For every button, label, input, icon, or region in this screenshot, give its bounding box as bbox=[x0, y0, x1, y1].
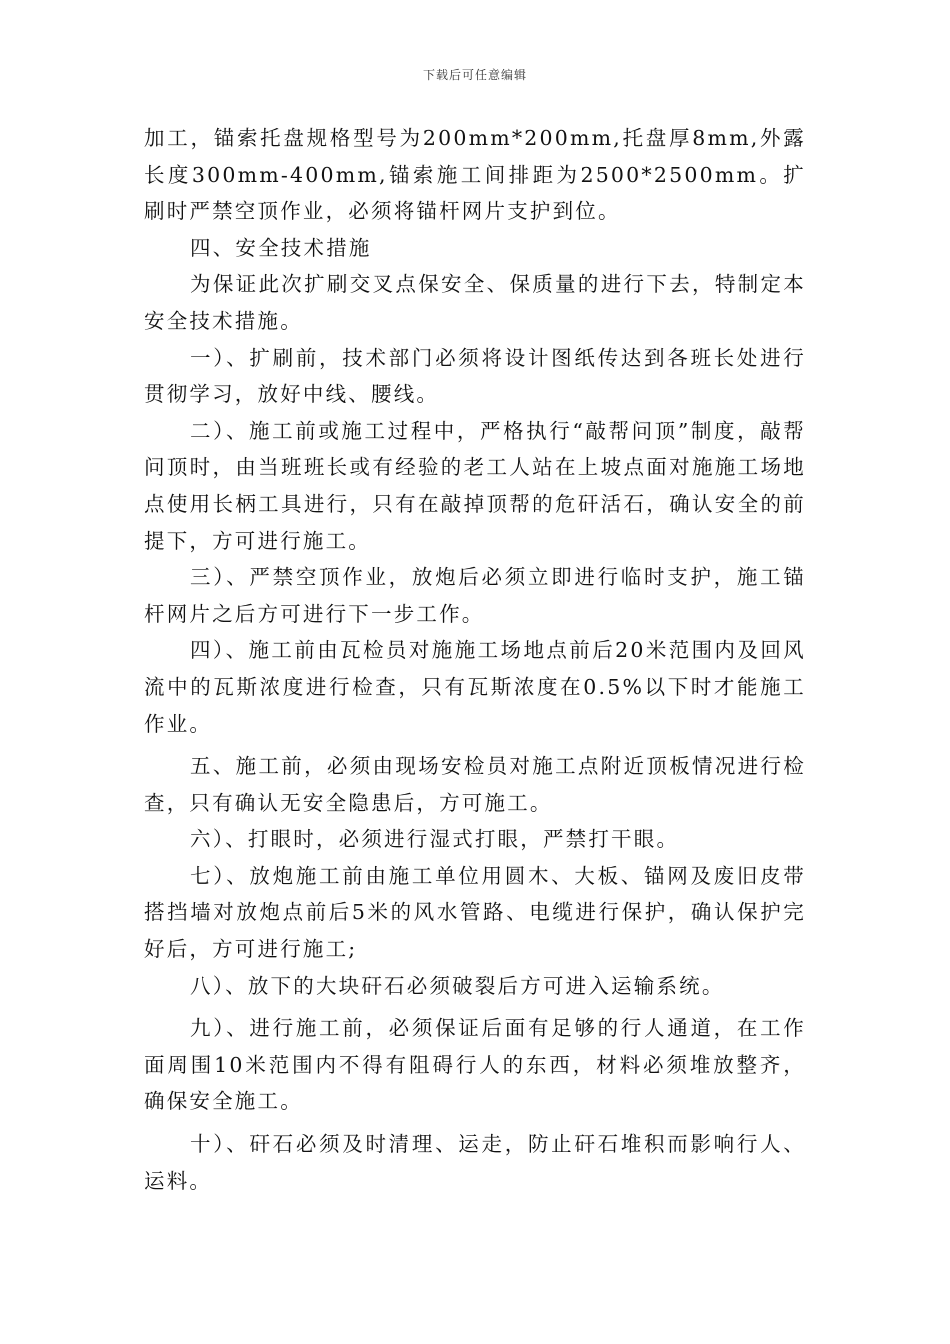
paragraph-item-7: 七）、放炮施工前由施工单位用圆木、大板、锚网及废旧皮带搭挡墙对放炮点前后5米的风水管路、电缆进行保护，确认保护完好后，方可进行施工; bbox=[144, 863, 806, 962]
paragraph-intro: 为保证此次扩刷交叉点保安全、保质量的进行下去，特制定本安全技术措施。 bbox=[144, 272, 806, 333]
paragraph-item-4: 四）、施工前由瓦检员对施施工场地点前后20米范围内及回风流中的瓦斯浓度进行检查，只有瓦斯浓度在0.5%以下时才能施工作业。 bbox=[144, 638, 806, 736]
paragraph-item-1: 一）、扩刷前，技术部门必须将设计图纸传达到各班长处进行贯彻学习，放好中线、腰线。 bbox=[144, 345, 806, 407]
document-body bbox=[144, 120, 806, 1199]
paragraph-item-2: 二）、施工前或施工过程中，严格执行“敲帮问顶”制度，敲帮问顶时，由当班班长或有经验的老工人站在上坡点面对施施工场地点使用长柄工具进行，只有在敲掉顶帮的危矸活石，确认安全的前提下，方可进行施工。 bbox=[144, 418, 806, 553]
paragraph-item-5: 五、施工前，必须由现场安检员对施工点附近顶板情况进行检查，只有确认无安全隐患后，方可施工。 bbox=[144, 754, 806, 815]
paragraph-item-9: 九）、进行施工前，必须保证后面有足够的行人通道，在工作面周围10米范围内不得有阻碍行人的东西，材料必须堆放整齐，确保安全施工。 bbox=[144, 1016, 806, 1114]
paragraph-item-6: 六）、打眼时，必须进行湿式打眼，严禁打干眼。 bbox=[190, 827, 680, 852]
section-heading-safety-measures: 四、安全技术措施 bbox=[190, 235, 372, 260]
paragraph-item-10: 十）、矸石必须及时清理、运走，防止矸石堆积而影响行人、运料。 bbox=[144, 1132, 806, 1193]
paragraph-item-3: 三）、严禁空顶作业，放炮后必须立即进行临时支护，施工锚杆网片之后方可进行下一步工作。 bbox=[144, 565, 806, 626]
paragraph-item-8: 八）、放下的大块矸石必须破裂后方可进入运输系统。 bbox=[190, 973, 725, 998]
paragraph-anchor-cable-spec: 加工，锚索托盘规格型号为200mm*200mm,托盘厚8mm,外露长度300mm-400mm,锚索施工间排距为2500*2500mm。扩刷时严禁空顶作业，必须将锚杆网片支护到位。 bbox=[144, 126, 806, 224]
header-note: 下载后可任意编辑 bbox=[422, 68, 527, 82]
